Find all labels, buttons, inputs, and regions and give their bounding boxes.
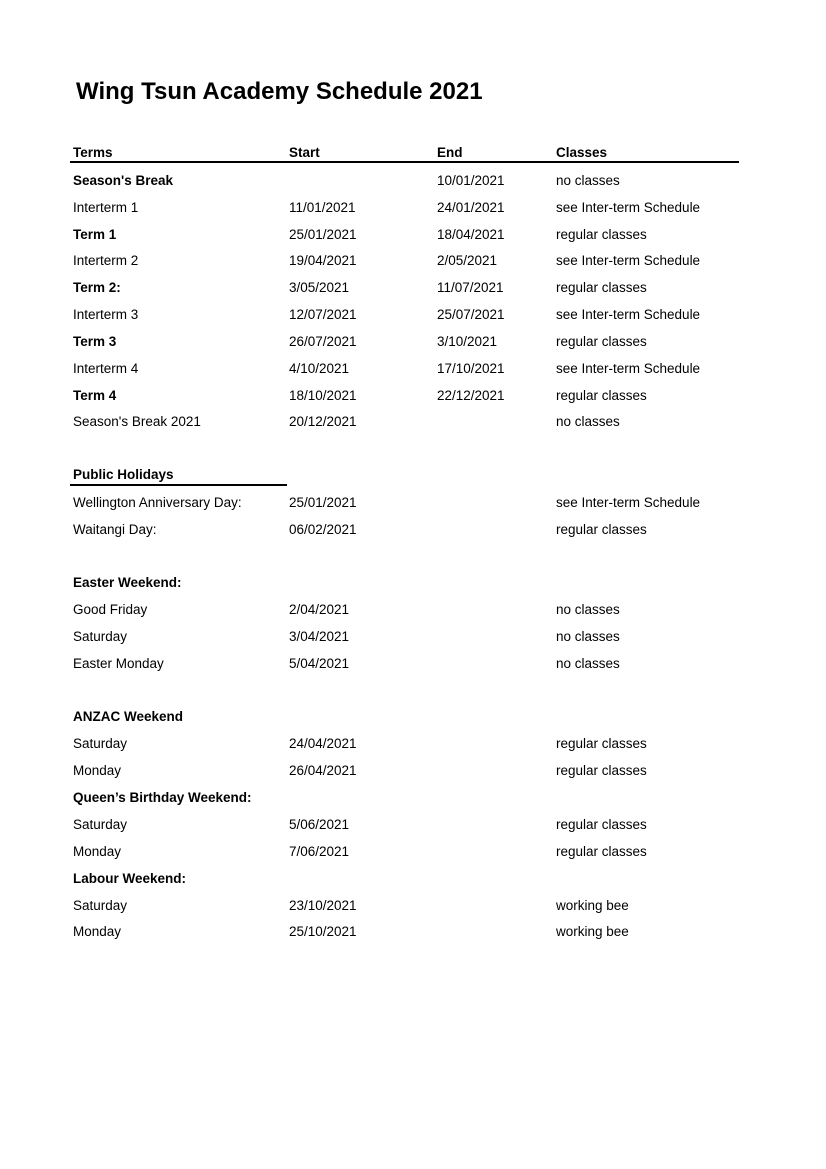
table-row	[0, 359, 826, 379]
section-heading-row	[0, 869, 826, 889]
term-start: 18/10/2021	[289, 388, 357, 403]
table-row	[0, 332, 826, 352]
holiday-start: 06/02/2021	[289, 522, 357, 537]
table-row	[0, 815, 826, 835]
header-classes: Classes	[556, 145, 608, 160]
table-row	[0, 842, 826, 862]
term-name: Term 2:	[73, 280, 121, 295]
term-start: 20/12/2021	[289, 414, 357, 429]
term-name: Interterm 4	[73, 361, 139, 376]
section-heading-labour: Labour Weekend:	[73, 871, 187, 886]
term-end: 11/07/2021	[437, 280, 504, 295]
header-divider	[70, 161, 739, 163]
term-classes: see Inter-term Schedule	[556, 361, 701, 376]
term-classes: regular classes	[556, 280, 647, 295]
holiday-classes: regular classes	[556, 817, 647, 832]
term-end: 3/10/2021	[437, 334, 498, 349]
term-name: Season's Break	[73, 173, 174, 188]
holiday-start: 5/06/2021	[289, 817, 350, 832]
holiday-name: Easter Monday	[73, 656, 164, 671]
table-row	[0, 600, 826, 620]
holiday-name: Good Friday	[73, 602, 148, 617]
page-title: Wing Tsun Academy Schedule 2021	[76, 78, 483, 105]
holiday-classes: working bee	[556, 898, 629, 913]
holiday-start: 23/10/2021	[289, 898, 357, 913]
holiday-classes: no classes	[556, 656, 620, 671]
holiday-name: Saturday	[73, 736, 128, 751]
term-classes: regular classes	[556, 227, 647, 242]
term-end: 22/12/2021	[437, 388, 505, 403]
term-classes: see Inter-term Schedule	[556, 307, 701, 322]
holiday-classes: no classes	[556, 629, 620, 644]
holiday-name: Monday	[73, 844, 122, 859]
section-heading-public-holidays: Public Holidays	[73, 467, 174, 482]
table-row	[0, 493, 826, 513]
section-heading-anzac: ANZAC Weekend	[73, 709, 184, 724]
holiday-classes: no classes	[556, 602, 620, 617]
term-name: Term 1	[73, 227, 117, 242]
holiday-name: Monday	[73, 924, 122, 939]
holiday-start: 3/04/2021	[289, 629, 350, 644]
holiday-classes: regular classes	[556, 763, 647, 778]
table-row	[0, 761, 826, 781]
term-classes: see Inter-term Schedule	[556, 253, 701, 268]
holiday-name: Saturday	[73, 629, 128, 644]
term-classes: no classes	[556, 414, 620, 429]
table-row	[0, 896, 826, 916]
holiday-classes: working bee	[556, 924, 629, 939]
term-start: 25/01/2021	[289, 227, 357, 242]
table-row	[0, 171, 826, 191]
holiday-start: 5/04/2021	[289, 656, 350, 671]
term-classes: no classes	[556, 173, 620, 188]
holiday-name: Waitangi Day:	[73, 522, 157, 537]
table-row	[0, 654, 826, 674]
section-heading-row	[0, 465, 826, 485]
term-end: 18/04/2021	[437, 227, 505, 242]
holiday-classes: see Inter-term Schedule	[556, 495, 701, 510]
term-classes: regular classes	[556, 388, 647, 403]
table-row	[0, 251, 826, 271]
term-name: Term 3	[73, 334, 117, 349]
header-end: End	[437, 145, 463, 160]
table-row	[0, 198, 826, 218]
term-name: Interterm 2	[73, 253, 139, 268]
term-end: 24/01/2021	[437, 200, 505, 215]
term-start: 12/07/2021	[289, 307, 357, 322]
holiday-start: 26/04/2021	[289, 763, 357, 778]
section-heading-row	[0, 707, 826, 727]
public-holidays-divider	[70, 484, 287, 486]
table-header	[0, 143, 826, 163]
holiday-classes: regular classes	[556, 844, 647, 859]
table-row	[0, 922, 826, 942]
term-start: 4/10/2021	[289, 361, 350, 376]
holiday-name: Monday	[73, 763, 122, 778]
section-heading-row	[0, 788, 826, 808]
holiday-classes: regular classes	[556, 736, 647, 751]
holiday-start: 25/01/2021	[289, 495, 357, 510]
table-row	[0, 305, 826, 325]
term-name: Term 4	[73, 388, 117, 403]
table-row	[0, 520, 826, 540]
term-end: 17/10/2021	[437, 361, 505, 376]
term-classes: see Inter-term Schedule	[556, 200, 701, 215]
term-classes: regular classes	[556, 334, 647, 349]
header-terms: Terms	[73, 145, 113, 160]
term-name: Interterm 3	[73, 307, 139, 322]
table-row	[0, 225, 826, 245]
table-row	[0, 386, 826, 406]
section-heading-easter: Easter Weekend:	[73, 575, 182, 590]
term-end: 25/07/2021	[437, 307, 505, 322]
holiday-classes: regular classes	[556, 522, 647, 537]
holiday-name: Wellington Anniversary Day:	[73, 495, 242, 510]
holiday-start: 24/04/2021	[289, 736, 357, 751]
holiday-name: Saturday	[73, 817, 128, 832]
section-heading-row	[0, 573, 826, 593]
term-name: Season's Break 2021	[73, 414, 201, 429]
table-row	[0, 412, 826, 432]
term-start: 11/01/2021	[289, 200, 356, 215]
term-start: 3/05/2021	[289, 280, 350, 295]
holiday-name: Saturday	[73, 898, 128, 913]
holiday-start: 25/10/2021	[289, 924, 357, 939]
term-end: 10/01/2021	[437, 173, 505, 188]
header-start: Start	[289, 145, 320, 160]
term-start: 26/07/2021	[289, 334, 357, 349]
table-row	[0, 627, 826, 647]
term-end: 2/05/2021	[437, 253, 498, 268]
holiday-start: 7/06/2021	[289, 844, 350, 859]
term-start: 19/04/2021	[289, 253, 357, 268]
holiday-start: 2/04/2021	[289, 602, 350, 617]
table-row	[0, 278, 826, 298]
table-row	[0, 734, 826, 754]
term-name: Interterm 1	[73, 200, 139, 215]
section-heading-queens-birthday: Queen’s Birthday Weekend:	[73, 790, 252, 805]
